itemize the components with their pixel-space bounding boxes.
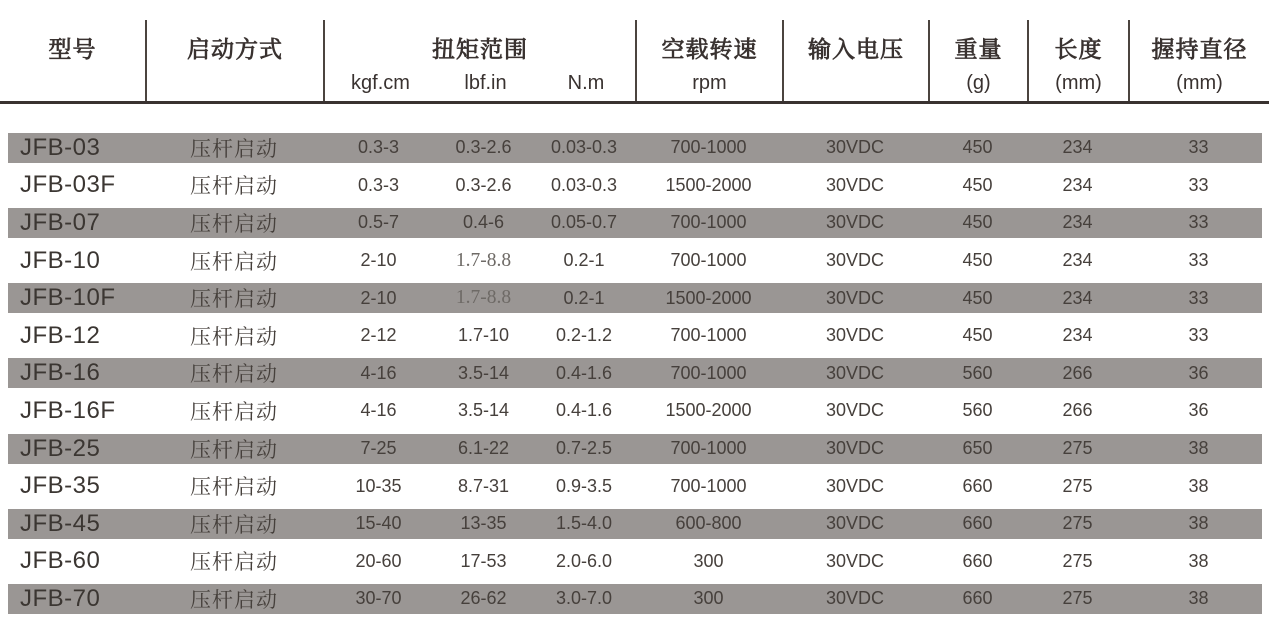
- model-cell: JFB-10: [20, 246, 101, 274]
- weight-cell: 660: [962, 513, 993, 534]
- start-mode-cell: 压杆启动: [190, 175, 278, 199]
- header-speed-label: 空载转速: [661, 36, 758, 62]
- table-row: [0, 279, 1269, 317]
- table-row: [0, 580, 1269, 618]
- start-mode-cell: 压杆启动: [190, 476, 278, 500]
- speed-cell: 700-1000: [670, 475, 747, 496]
- model-cell: JFB-12: [20, 321, 101, 349]
- length-cell: 234: [1062, 250, 1093, 271]
- grip-cell: 38: [1188, 438, 1209, 459]
- header-model: [0, 20, 145, 101]
- length-cell: 275: [1062, 475, 1093, 496]
- grip-cell: 33: [1188, 212, 1209, 233]
- speed-cell: 1500-2000: [665, 400, 752, 421]
- torque-nm-cell: 0.4-1.6: [555, 400, 613, 421]
- model-cell: JFB-35: [20, 472, 101, 500]
- torque-kgfcm-cell: 2-10: [360, 287, 397, 308]
- voltage-cell: 30VDC: [825, 513, 885, 534]
- start-mode-cell: 压杆启动: [190, 288, 278, 312]
- speed-cell: 300: [693, 588, 724, 609]
- voltage-cell: 30VDC: [825, 174, 885, 195]
- torque-kgfcm-cell: 30-70: [355, 588, 402, 609]
- length-cell: 266: [1062, 400, 1093, 421]
- torque-nm-cell: 0.4-1.6: [555, 362, 613, 383]
- voltage-cell: 30VDC: [825, 250, 885, 271]
- torque-nm-cell: 0.03-0.3: [550, 137, 618, 158]
- table-row: [0, 467, 1269, 505]
- torque-nm-cell: 0.2-1: [563, 287, 605, 308]
- voltage-cell: 30VDC: [825, 550, 885, 571]
- start-mode-cell: 压杆启动: [190, 137, 278, 161]
- header-length-label: 长度: [1054, 36, 1103, 62]
- speed-cell: 1500-2000: [665, 287, 752, 308]
- model-cell: JFB-45: [20, 509, 101, 537]
- weight-cell: 450: [962, 250, 993, 271]
- header-weight: [928, 20, 1027, 101]
- torque-lbfin-cell: 3.5-14: [457, 400, 510, 421]
- torque-nm-cell: 3.0-7.0: [555, 588, 613, 609]
- grip-cell: 38: [1188, 513, 1209, 534]
- speed-cell: 700-1000: [670, 212, 747, 233]
- table-row: [0, 430, 1269, 468]
- torque-lbfin-cell: 0.3-2.6: [455, 174, 512, 195]
- header-grip-unit: (mm): [1176, 72, 1223, 94]
- start-mode-cell: 压杆启动: [190, 363, 278, 387]
- torque-kgfcm-cell: 4-16: [360, 362, 397, 383]
- table-header: [0, 0, 1269, 104]
- start-mode-cell: 压杆启动: [190, 438, 278, 462]
- table-row: [0, 392, 1269, 430]
- header-torque-group: [323, 20, 635, 101]
- start-mode-cell: 压杆启动: [190, 212, 278, 236]
- table-body: [0, 129, 1269, 618]
- weight-cell: 560: [962, 400, 993, 421]
- model-cell: JFB-16: [20, 359, 101, 387]
- start-mode-cell: 压杆启动: [190, 551, 278, 575]
- model-cell: JFB-10F: [20, 284, 116, 312]
- length-cell: 234: [1062, 287, 1093, 308]
- start-mode-cell: 压杆启动: [190, 588, 278, 612]
- voltage-cell: 30VDC: [825, 475, 885, 496]
- header-weight-unit: (g): [966, 72, 991, 94]
- header-length: [1027, 20, 1128, 101]
- header-speed: [635, 20, 782, 101]
- torque-kgfcm-cell: 15-40: [355, 513, 402, 534]
- grip-cell: 38: [1188, 588, 1209, 609]
- header-voltage-unit: [784, 70, 928, 100]
- grip-cell: 33: [1188, 137, 1209, 158]
- start-mode-cell: 压杆启动: [190, 400, 278, 424]
- torque-lbfin-cell: 6.1-22: [457, 438, 510, 459]
- torque-kgfcm-cell: 0.3-3: [357, 137, 400, 158]
- speed-cell: 700-1000: [670, 137, 747, 158]
- model-cell: JFB-16F: [20, 396, 116, 424]
- weight-cell: 450: [962, 325, 993, 346]
- speed-cell: 700-1000: [670, 325, 747, 346]
- torque-kgfcm-cell: 20-60: [355, 550, 402, 571]
- header-grip-label: 握持直径: [1151, 36, 1248, 62]
- weight-cell: 660: [962, 475, 993, 496]
- length-cell: 234: [1062, 174, 1093, 195]
- voltage-cell: 30VDC: [825, 287, 885, 308]
- speed-cell: 300: [693, 550, 724, 571]
- table-row: [0, 355, 1269, 393]
- voltage-cell: 30VDC: [825, 212, 885, 233]
- header-start-mode-label: 启动方式: [187, 36, 283, 62]
- table-row: [0, 167, 1269, 205]
- grip-cell: 38: [1188, 550, 1209, 571]
- model-cell: JFB-03: [20, 133, 101, 161]
- torque-nm-cell: 0.05-0.7: [550, 212, 618, 233]
- start-mode-cell: 压杆启动: [190, 250, 278, 274]
- torque-nm-cell: 0.7-2.5: [555, 438, 613, 459]
- weight-cell: 450: [962, 212, 993, 233]
- table-row: [0, 505, 1269, 543]
- torque-kgfcm-cell: 0.5-7: [357, 212, 400, 233]
- torque-nm-cell: 0.9-3.5: [555, 475, 613, 496]
- torque-nm-cell: 1.5-4.0: [555, 513, 613, 534]
- header-voltage-label: 输入电压: [808, 36, 904, 62]
- weight-cell: 450: [962, 137, 993, 158]
- voltage-cell: 30VDC: [825, 438, 885, 459]
- header-grip: [1128, 20, 1269, 101]
- length-cell: 234: [1062, 137, 1093, 158]
- torque-nm-cell: 0.2-1: [563, 250, 605, 271]
- table-row: [0, 317, 1269, 355]
- weight-cell: 560: [962, 362, 993, 383]
- torque-kgfcm-cell: 10-35: [355, 475, 402, 496]
- length-cell: 266: [1062, 362, 1093, 383]
- torque-kgfcm-cell: 7-25: [360, 438, 397, 459]
- table-row: [0, 129, 1269, 167]
- torque-lbfin-cell: 13-35: [460, 513, 507, 534]
- weight-cell: 450: [962, 287, 993, 308]
- torque-lbfin-cell: 3.5-14: [457, 362, 510, 383]
- header-weight-label: 重量: [954, 36, 1003, 62]
- table-row: [0, 242, 1269, 280]
- speed-cell: 700-1000: [670, 438, 747, 459]
- speed-cell: 600-800: [675, 513, 742, 534]
- grip-cell: 33: [1188, 250, 1209, 271]
- length-cell: 275: [1062, 513, 1093, 534]
- torque-nm-cell: 2.0-6.0: [555, 550, 613, 571]
- model-cell: JFB-70: [20, 584, 101, 612]
- length-cell: 275: [1062, 588, 1093, 609]
- header-length-unit: (mm): [1055, 72, 1102, 94]
- torque-kgfcm-cell: 4-16: [360, 400, 397, 421]
- grip-cell: 36: [1188, 400, 1209, 421]
- header-unit-lbfin: lbf.in: [464, 72, 507, 94]
- torque-nm-cell: 0.03-0.3: [550, 174, 618, 195]
- voltage-cell: 30VDC: [825, 400, 885, 421]
- grip-cell: 33: [1188, 287, 1209, 308]
- voltage-cell: 30VDC: [825, 588, 885, 609]
- weight-cell: 650: [962, 438, 993, 459]
- model-cell: JFB-60: [20, 547, 101, 575]
- weight-cell: 660: [962, 588, 993, 609]
- grip-cell: 36: [1188, 362, 1209, 383]
- torque-lbfin-cell: 1.7-8.8: [455, 287, 512, 309]
- torque-lbfin-cell: 1.7-10: [457, 325, 510, 346]
- torque-lbfin-cell: 26-62: [460, 588, 507, 609]
- torque-lbfin-cell: 0.4-6: [462, 212, 505, 233]
- header-unit-kgfcm: kgf.cm: [351, 72, 410, 94]
- header-torque-label: 扭矩范围: [432, 36, 528, 62]
- torque-lbfin-cell: 8.7-31: [457, 475, 510, 496]
- torque-nm-cell: 0.2-1.2: [555, 325, 613, 346]
- start-mode-cell: 压杆启动: [190, 513, 278, 537]
- length-cell: 275: [1062, 438, 1093, 459]
- header-unit-nm: N.m: [567, 72, 605, 94]
- header-torque-units: [325, 70, 635, 100]
- torque-lbfin-cell: 1.7-8.8: [455, 249, 512, 271]
- speed-cell: 1500-2000: [665, 174, 752, 195]
- grip-cell: 33: [1188, 174, 1209, 195]
- table-row: [0, 543, 1269, 581]
- voltage-cell: 30VDC: [825, 325, 885, 346]
- header-speed-unit: rpm: [692, 72, 727, 94]
- table-row: [0, 204, 1269, 242]
- model-cell: JFB-03F: [20, 171, 116, 199]
- header-start-mode: [145, 20, 323, 101]
- torque-kgfcm-cell: 2-12: [360, 325, 397, 346]
- length-cell: 234: [1062, 212, 1093, 233]
- torque-kgfcm-cell: 2-10: [360, 250, 397, 271]
- torque-lbfin-cell: 17-53: [460, 550, 507, 571]
- torque-kgfcm-cell: 0.3-3: [357, 174, 400, 195]
- length-cell: 234: [1062, 325, 1093, 346]
- voltage-cell: 30VDC: [825, 137, 885, 158]
- speed-cell: 700-1000: [670, 250, 747, 271]
- grip-cell: 38: [1188, 475, 1209, 496]
- weight-cell: 450: [962, 174, 993, 195]
- weight-cell: 660: [962, 550, 993, 571]
- grip-cell: 33: [1188, 325, 1209, 346]
- speed-cell: 700-1000: [670, 362, 747, 383]
- start-mode-cell: 压杆启动: [190, 325, 278, 349]
- header-voltage: [782, 20, 928, 101]
- header-model-label: 型号: [48, 36, 97, 62]
- voltage-cell: 30VDC: [825, 362, 885, 383]
- torque-lbfin-cell: 0.3-2.6: [455, 137, 512, 158]
- model-cell: JFB-07: [20, 208, 101, 236]
- length-cell: 275: [1062, 550, 1093, 571]
- model-cell: JFB-25: [20, 434, 101, 462]
